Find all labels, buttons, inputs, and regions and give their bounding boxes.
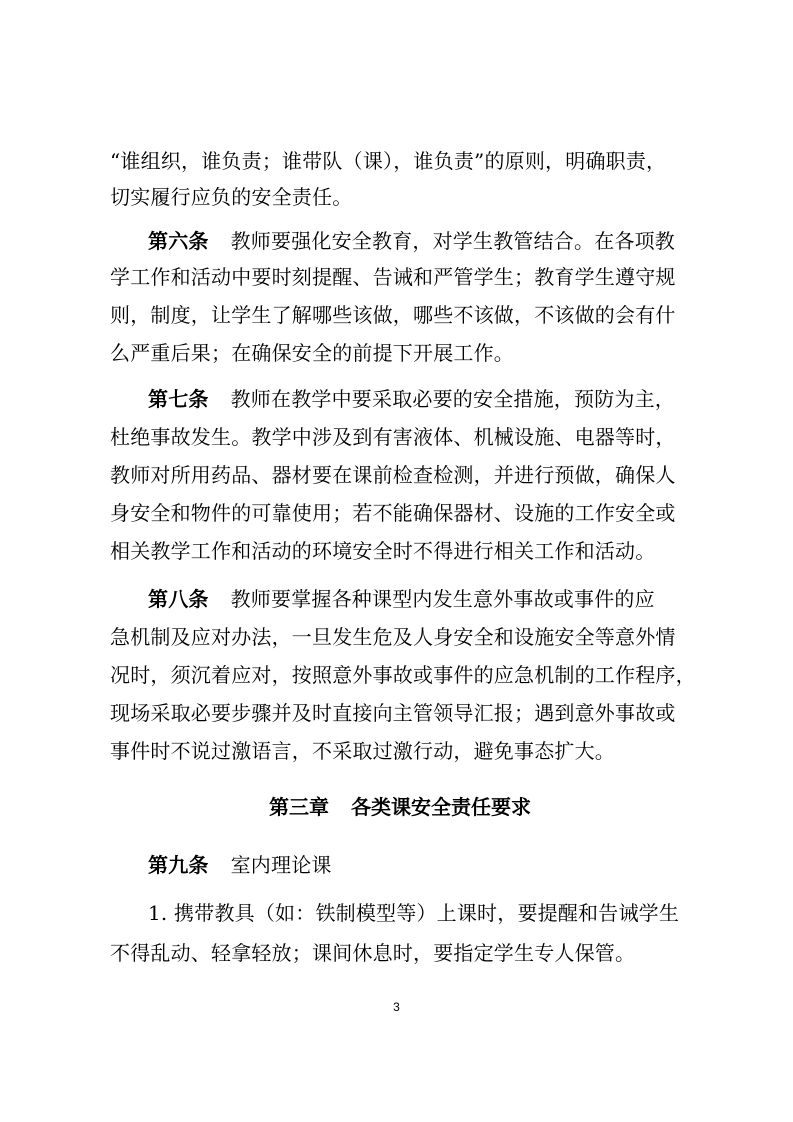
page-number: 3: [393, 1000, 400, 1014]
article-6-line-1: 教师要强化安全教育，对学生教管结合。在各项教: [230, 229, 676, 253]
article-8-title: 第八条: [148, 587, 209, 611]
article-7-title: 第七条: [148, 387, 209, 411]
article-6-line-3: 则，制度，让学生了解哪些该做，哪些不该做，不该做的会有什: [110, 303, 676, 327]
intro-line-2: 切实履行应负的安全责任。: [110, 185, 353, 209]
item-1-line-1: 1. 携带教具（如：铁制模型等）上课时，要提醒和告诫学生: [148, 901, 680, 925]
article-8-line-1: 教师要掌握各种课型内发生意外事故或事件的应: [230, 587, 655, 611]
chapter-3-heading: [110, 792, 690, 822]
article-7-line-5: 相关教学工作和活动的环境安全时不得进行相关工作和活动。: [110, 539, 656, 563]
article-8-line-5: 事件时不说过激语言，不采取过激行动，避免事态扩大。: [110, 739, 615, 763]
article-8-line-3: 况时，须沉着应对，按照意外事故或事件的应急机制的工作程序，: [110, 663, 696, 687]
article-7-line-2: 杜绝事故发生。教学中涉及到有害液体、机械设施、电器等时，: [110, 425, 676, 449]
article-9-line: [148, 850, 690, 880]
article-8-line-4: 现场采取必要步骤并及时直接向主管领导汇报；遇到意外事故或: [110, 701, 676, 725]
article-7-first-line: [148, 384, 690, 414]
article-7-line-3: 教师对所用药品、器材要在课前检查检测，并进行预做，确保人: [110, 463, 676, 487]
article-6-title: 第六条: [148, 229, 209, 253]
item-1-line-2: 不得乱动、轻拿轻放；课间休息时，要指定学生专人保管。: [110, 941, 636, 965]
article-6-line-4: 么严重后果；在确保安全的前提下开展工作。: [110, 341, 514, 365]
chapter-3-title: 各类课安全责任要求: [351, 795, 531, 819]
article-6-first-line: [148, 226, 690, 256]
chapter-3-number: 第三章: [269, 795, 329, 819]
intro-line-1: “谁组织，谁负责；谁带队（课），谁负责”的原则，明确职责，: [110, 149, 667, 173]
article-7-line-1: 教师在教学中要采取必要的安全措施，预防为主，: [230, 387, 676, 411]
article-8-line-2: 急机制及应对办法，一旦发生危及人身安全和设施安全等意外情: [110, 625, 676, 649]
article-9-title: 第九条: [148, 853, 209, 877]
article-9-text: 室内理论课: [230, 853, 332, 877]
article-6-line-2: 学工作和活动中要时刻提醒、告诫和严管学生；教育学生遵守规: [110, 265, 676, 289]
article-8-first-line: [148, 584, 690, 614]
article-7-line-4: 身安全和物件的可靠使用；若不能确保器材、设施的工作安全或: [110, 501, 676, 525]
